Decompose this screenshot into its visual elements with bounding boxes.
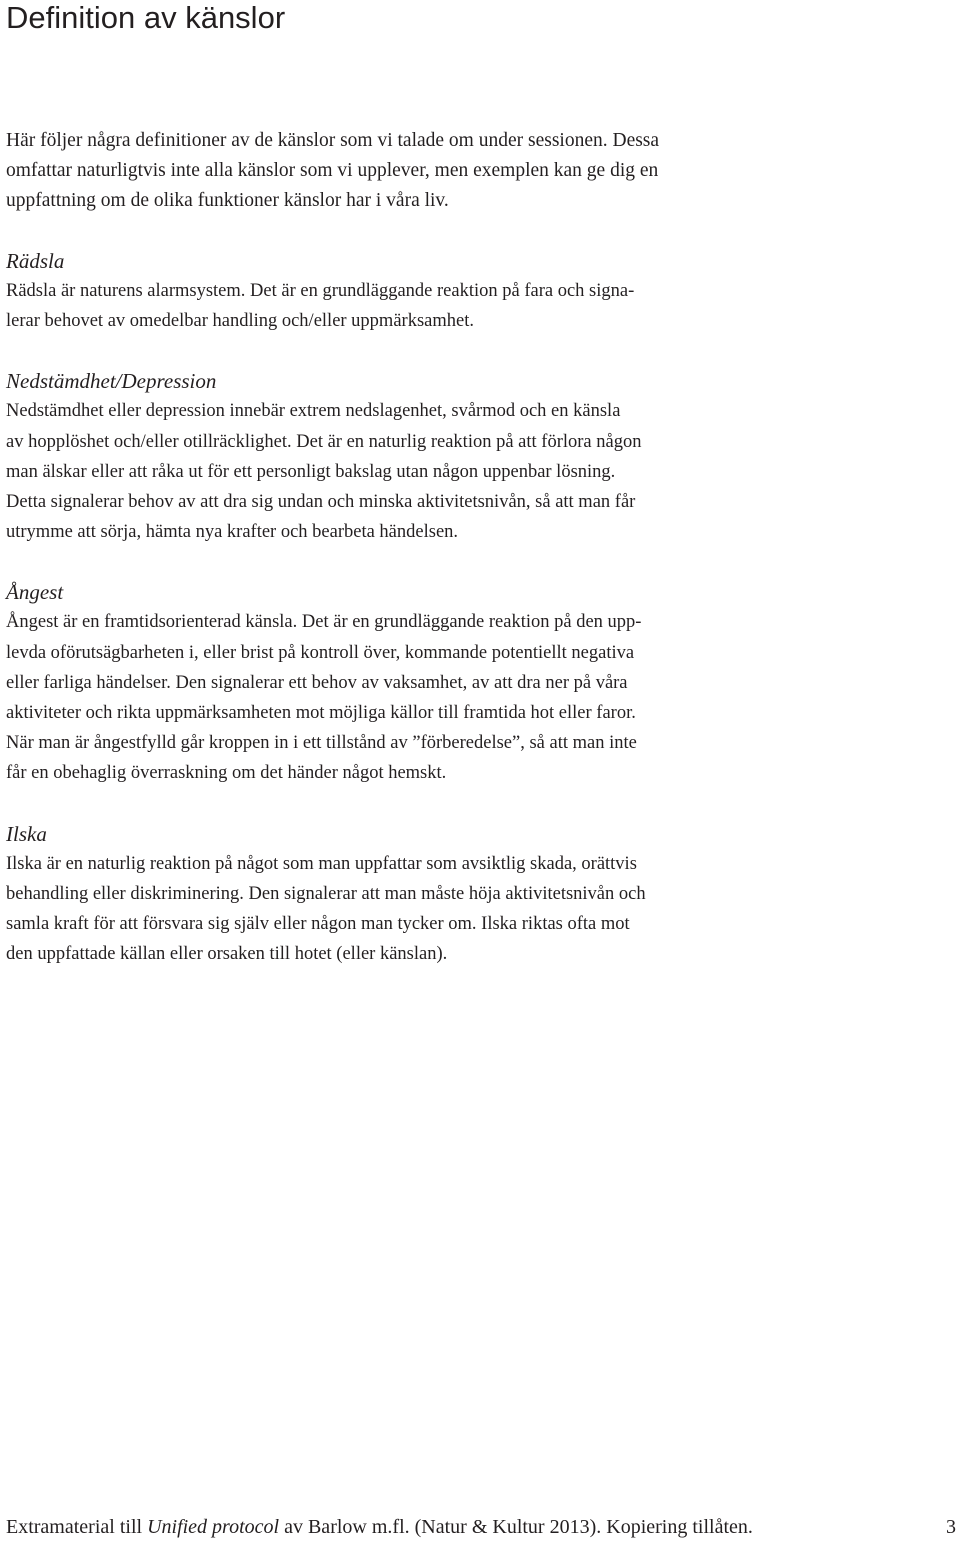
section-heading: Rädsla xyxy=(6,249,65,273)
section-heading: Ångest xyxy=(6,580,64,605)
footer-suffix: av Barlow m.fl. (Natur & Kultur 2013). Kopiering tillåten. xyxy=(279,1516,753,1538)
section-angest xyxy=(6,577,806,788)
section-heading: Nedstämdhet/Depression xyxy=(6,369,217,394)
footer-credit xyxy=(6,1512,753,1542)
intro-paragraph: Här följer några definitioner av de känslor som vi talade om under sessionen. Dessa omfattar naturligtvis inte alla känslor som vi upplever, men exemplen kan ge dig en uppfattning om de olika funktioner känslor har i våra liv. xyxy=(6,130,660,211)
page-number: 3 xyxy=(946,1516,956,1538)
section-body: Nedstämdhet eller depression innebär extrem nedslagenhet, svårmod och en känsla av hopplöshet och/eller otillräcklighet. Det är en naturlig reaktion på att förlora någon man älskar eller att råka ut för ett personligt bakslag utan någon uppenbar lösning. Detta signalerar behov av att dra sig undan och minska aktivitetsnivån, så att man får utrymme att sörja, hämta nya krafter och bearbeta händelsen. xyxy=(6,401,642,543)
footer-prefix: Extramaterial till xyxy=(6,1516,148,1538)
section-nedstamdhet xyxy=(6,366,806,547)
page-footer xyxy=(6,1512,956,1542)
section-body: Ilska är en naturlig reaktion på något som man uppfattar som avsiktlig skada, orättvis behandling eller diskriminering. Den signalerar att man måste höja aktivitetsnivån och samla kraft för att försvara sig själv eller någon man tycker om. Ilska riktas ofta mot den uppfattade källan eller orsaken till hotet (eller känslan). xyxy=(6,853,646,965)
document-body xyxy=(6,126,806,999)
section-body: Rädsla är naturens alarmsystem. Det är en grundläggande reaktion på fara och signa- lerar behovet av omedelbar handling och/eller uppmärksamhet. xyxy=(6,281,635,332)
footer-book-title: Unified protocol xyxy=(147,1516,280,1538)
page-title: Definition av känslor xyxy=(6,0,286,35)
section-radsla xyxy=(6,246,806,336)
section-ilska xyxy=(6,819,806,970)
section-heading: Ilska xyxy=(6,821,47,846)
section-body: Ångest är en framtidsorienterad känsla. Det är en grundläggande reaktion på den upp- levda oförutsägbarheten i, eller brist på kontroll över, kommande potentiellt negativa eller farliga händelser. Den signalerar ett behov av vaksamhet, av att dra ner på våra aktiviteter och rikta uppmärksamheten mot möjliga källor till framtida hot eller faror. När man är ångestfylld går kroppen in i ett tillstånd av ”förberedelse”, så att man inte får en obehaglig överraskning om det händer något hemskt. xyxy=(6,612,642,784)
